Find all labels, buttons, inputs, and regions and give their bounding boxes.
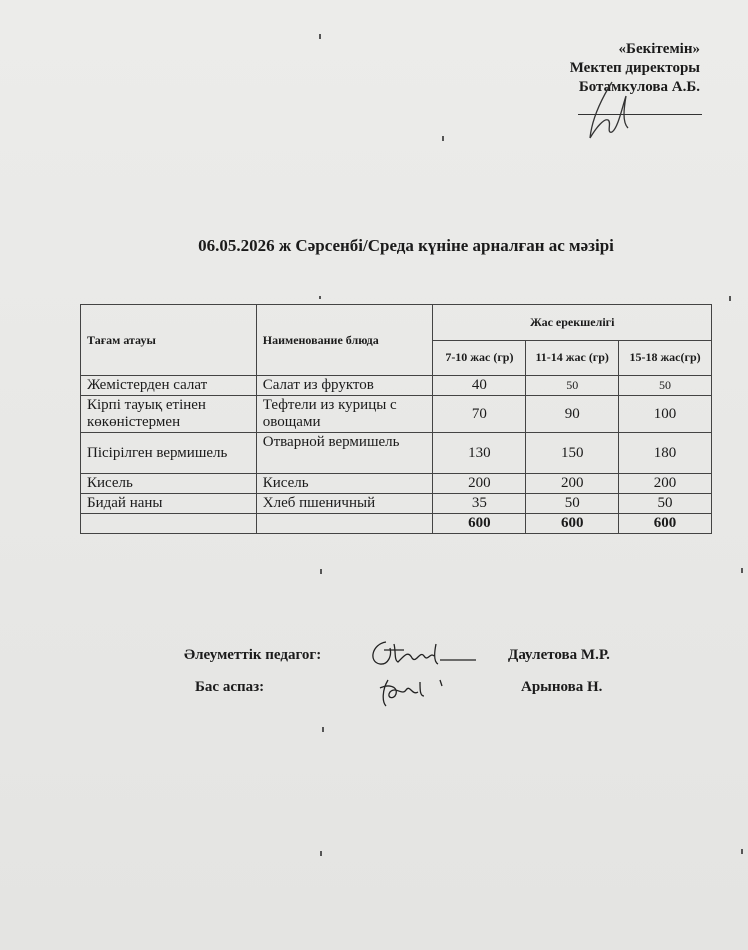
paper-speck: [322, 727, 324, 732]
approval-position: Мектеп директоры: [569, 60, 700, 76]
paper-speck: [442, 136, 444, 141]
table-row: [81, 376, 712, 396]
table-row: [81, 396, 712, 433]
dish-ru: Салат из фруктов: [256, 376, 433, 396]
approval-heading: «Бекітемін»: [618, 41, 700, 57]
paper-speck: [320, 569, 322, 574]
portion-15-18: 100: [619, 396, 712, 433]
portion-11-14: 150: [526, 433, 619, 474]
paper-speck: [320, 851, 322, 856]
header-age-15-18: 15-18 жас(гр): [619, 340, 712, 376]
totals-empty-cell: [81, 514, 257, 534]
paper-speck: [741, 568, 743, 573]
portion-11-14: 50: [526, 376, 619, 396]
header-age-7-10: 7-10 жас (гр): [433, 340, 526, 376]
portion-7-10: 70: [433, 396, 526, 433]
total-15-18: 600: [619, 514, 712, 534]
portion-7-10: 200: [433, 474, 526, 494]
portion-11-14: 200: [526, 474, 619, 494]
dish-ru: Тефтели из курицы с овощами: [256, 396, 433, 433]
paper-speck: [729, 296, 731, 301]
portion-7-10: 130: [433, 433, 526, 474]
social-pedagogue-name: Даулетова М.Р.: [508, 647, 610, 663]
paper-speck: [319, 34, 321, 39]
dish-ru: Хлеб пшеничный: [256, 494, 433, 514]
table-header-row: [81, 305, 712, 341]
table-row: [81, 494, 712, 514]
portion-11-14: 50: [526, 494, 619, 514]
header-age-group: Жас ерекшелігі: [433, 305, 712, 341]
portion-7-10: 35: [433, 494, 526, 514]
social-pedagogue-signature: [364, 636, 482, 672]
total-11-14: 600: [526, 514, 619, 534]
head-cook-signature: [374, 674, 454, 710]
dish-ru: Отварной вермишель: [256, 433, 433, 474]
page-title: 06.05.2026 ж Сәрсенбі/Среда күніне арналған ас мәзірі: [198, 236, 614, 255]
dish-kz: Кисель: [81, 474, 257, 494]
head-cook-label: Бас аспаз:: [195, 679, 265, 695]
dish-kz: Пісірілген вермишель: [81, 433, 257, 474]
social-pedagogue-label: Әлеуметтік педагог:: [184, 647, 322, 663]
totals-empty-cell: [256, 514, 433, 534]
header-age-11-14: 11-14 жас (гр): [526, 340, 619, 376]
header-dish-kz: Тағам атауы: [81, 305, 257, 376]
portion-15-18: 200: [619, 474, 712, 494]
paper-speck: [741, 849, 743, 854]
portion-15-18: 50: [619, 494, 712, 514]
portion-15-18: 180: [619, 433, 712, 474]
total-7-10: 600: [433, 514, 526, 534]
director-signature: [582, 78, 642, 148]
table-row: [81, 433, 712, 474]
head-cook-name: Арынова Н.: [521, 679, 603, 695]
portion-15-18: 50: [619, 376, 712, 396]
dish-kz: Кірпі тауық етінен көкөністермен: [81, 396, 257, 433]
menu-table: [80, 304, 712, 534]
dish-kz: Бидай наны: [81, 494, 257, 514]
portion-7-10: 40: [433, 376, 526, 396]
paper-speck: [319, 296, 321, 299]
header-dish-ru: Наименование блюда: [256, 305, 433, 376]
dish-kz: Жемістерден салат: [81, 376, 257, 396]
approval-name: Ботамкулова А.Б.: [578, 79, 700, 95]
portion-11-14: 90: [526, 396, 619, 433]
dish-ru: Кисель: [256, 474, 433, 494]
table-row: [81, 474, 712, 494]
totals-row: [81, 514, 712, 534]
